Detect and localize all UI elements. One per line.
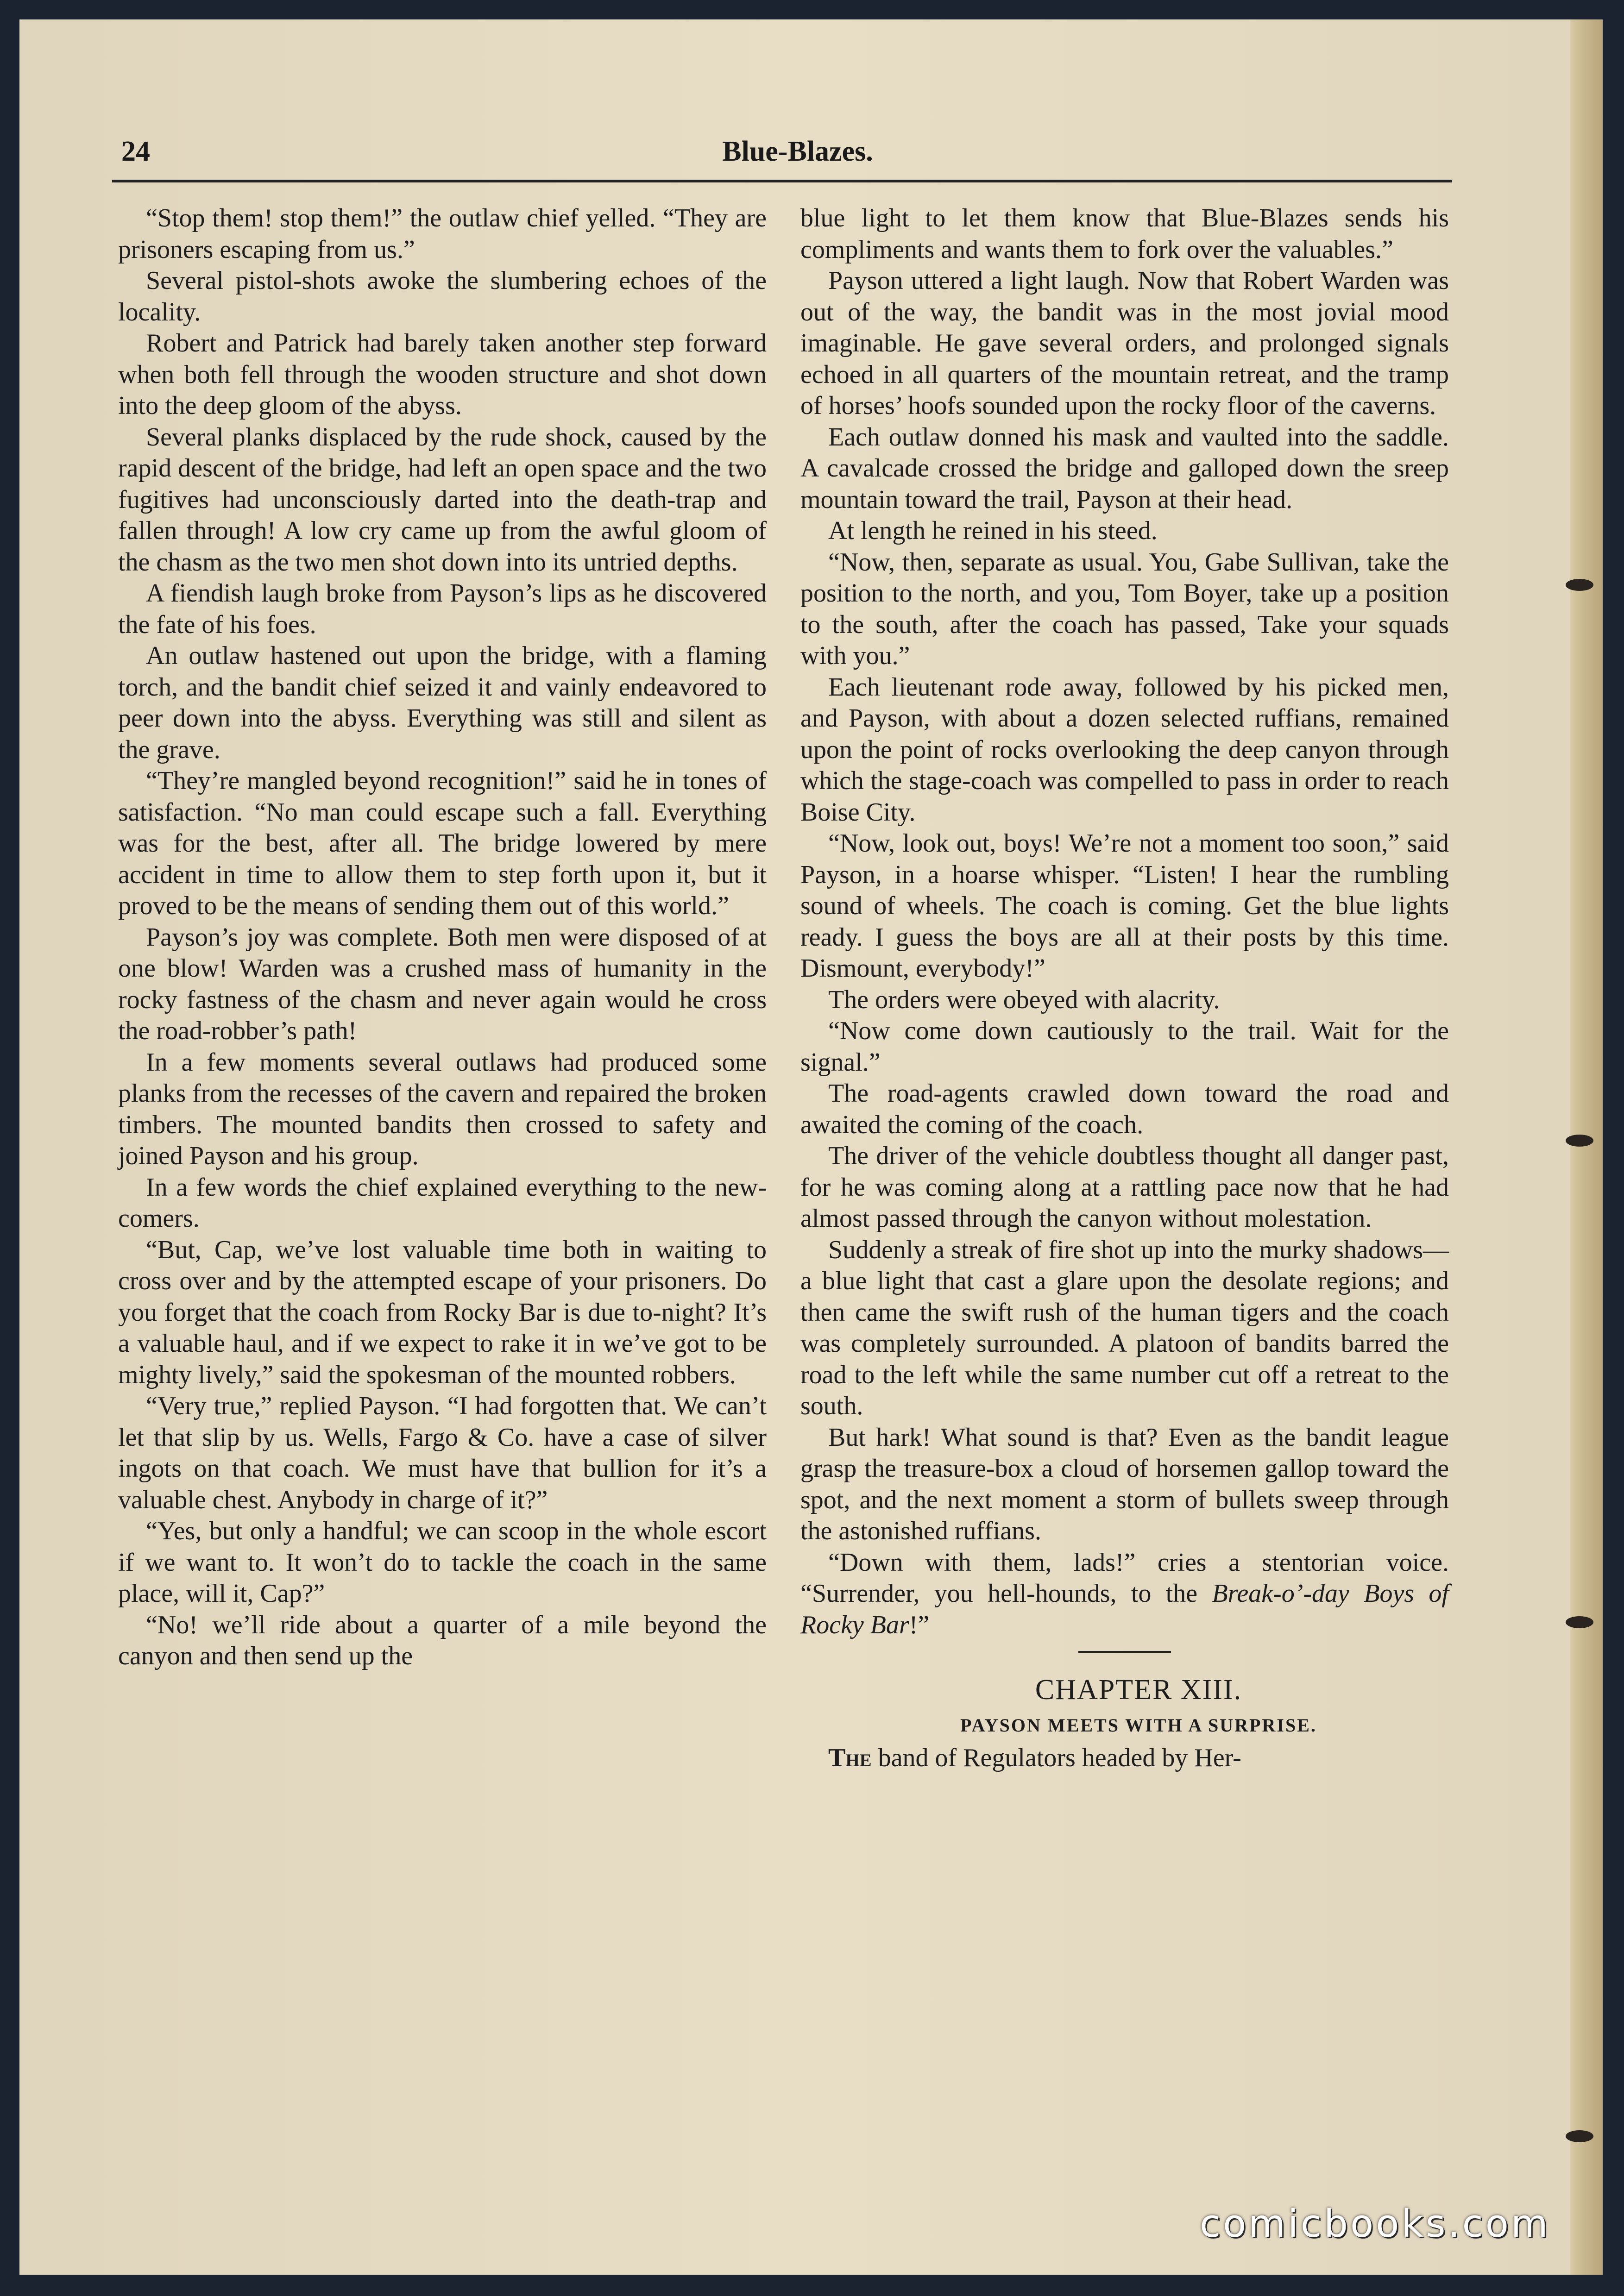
paragraph: Several planks displaced by the rude shock, caused by the rapid descent of the bridge, had left an open space and the two fugitives had unconsciously darted into the death-trap and fallen through! A low cry came up from the awful gloom of the chasm as the two men shot down into its untried depths. <box>118 422 767 577</box>
paragraph: Each outlaw donned his mask and vaulted into the saddle. A cavalcade crossed the bridge and galloped down the sreep mountain toward the trail, Payson at their head. <box>800 422 1449 514</box>
paragraph: In a few moments several outlaws had produced some planks from the recesses of the cavern and repaired the broken timbers. The mounted bandits then crossed to safety and joined Payson and his group. <box>118 1048 767 1170</box>
paragraph: “Very true,” replied Payson. “I had forgotten that. We can’t let that slip by us. Wells, Fargo & Co. have a case of silver ingots on that coach. We must have that bullion for it’s a valuable chest. Anybody in charge of it?” <box>118 1392 767 1514</box>
paragraph: In a few words the chief explained everything to the new-comers. <box>118 1173 767 1233</box>
paragraph: “But, Cap, we’ve lost valuable time both in waiting to cross over and by the attempted escape of your prisoners. Do you forget that the coach from Rocky Bar is due to-night? It’s a valuable haul, and if we expect to rake it in we’ve got to be mighty lively,” said the spokesman of the mounted robbers. <box>118 1235 767 1389</box>
paragraph: blue light to let them know that Blue-Blazes sends his compliments and wants them to fork over the valuables.” <box>800 204 1449 264</box>
paragraph: “Now, look out, boys! We’re not a moment too soon,” said Payson, in a hoarse whisper. “Listen! I hear the rumbling sound of wheels. The coach is coming. Get the blue lights ready. I guess the boys are all at their posts by this time. Dismount, everybody!” <box>800 829 1449 983</box>
binding-notch <box>1566 1135 1593 1147</box>
paragraph: The orders were obeyed with alacrity. <box>828 985 1220 1014</box>
paragraph: Payson uttered a light laugh. Now that Robert Warden was out of the way, the bandit was in the most jovial mood imaginable. He gave several orders, and prolonged signals echoed in all quarters of the mountain retreat, and the tramp of horses’ hoofs sounded upon the rocky floor of the caverns. <box>800 266 1449 420</box>
paragraph: Several pistol-shots awoke the slumbering echoes of the locality. <box>118 266 767 326</box>
paragraph: “Yes, but only a handful; we can scoop in the whole escort if we want to. It won’t do to tackle the coach in the same place, will it, Cap?” <box>118 1517 767 1608</box>
paragraph: “They’re mangled beyond recognition!” said he in tones of satisfaction. “No man could escape such a fall. Everything was for the best, after all. The bridge lowered by mere accident in time to allow them to step forth upon it, but it proved to be the means of sending them out of this world.” <box>118 766 767 920</box>
paragraph: The driver of the vehicle doubtless thought all danger past, for he was coming along at a rattling pace now that he had almost passed through the canyon without molestation. <box>800 1142 1449 1233</box>
final-paragraph-italic: Break-o’-day Boys of Rocky Bar <box>800 1579 1449 1639</box>
paragraph: Each lieutenant rode away, followed by his picked men, and Payson, with about a dozen selected ruffians, remained upon the point of rocks overlooking the deep canyon through which the stage-coach was compelled to pass in order to reach Boise City. <box>800 672 1449 827</box>
paragraph: Robert and Patrick had barely taken another step forward when both fell through the wooden structure and shot down into the deep gloom of the abyss. <box>118 329 767 420</box>
binding-notch <box>1566 1616 1593 1628</box>
watermark: comicbooks.com <box>1200 2202 1550 2246</box>
paragraph: “Now, then, separate as usual. You, Gabe Sullivan, take the position to the north, and you, Tom Boyer, take up a position to the south, after the coach has passed, Take your squads with you.” <box>800 547 1449 670</box>
paragraph: But hark! What sound is that? Even as the bandit league grasp the treasure-box a cloud of horsemen gallop toward the spot, and the next moment a storm of bullets sweep through the astonished ruffians. <box>800 1423 1449 1545</box>
page-number: 24 <box>121 136 150 167</box>
chapter-title: CHAPTER XIII. <box>1035 1674 1242 1706</box>
paragraph: Suddenly a streak of fire shot up into the murky shadows—a blue light that cast a glare upon the desolate regions; and then came the swift rush of the human tigers and the coach was completely surrounded. A platoon of bandits barred the road to the left while the same number cut off a retreat to the south. <box>800 1235 1449 1420</box>
paragraph: “Now come down cautiously to the trail. Wait for the signal.” <box>800 1016 1449 1077</box>
right-column <box>800 203 1449 1774</box>
book-binding <box>1570 19 1603 2275</box>
paragraph: A fiendish laugh broke from Payson’s lips as he discovered the fate of his foes. <box>118 579 767 639</box>
final-paragraph-end: !” <box>909 1610 930 1639</box>
binding-notch <box>1566 579 1593 591</box>
final-paragraph-text: “Down with them, lads!” cries a stentorian voice. “Surrender, you hell-hounds, to the <box>800 1548 1449 1608</box>
paragraph: “No! we’ll ride about a quarter of a mile beyond the canyon and then send up the <box>118 1610 767 1670</box>
chapter-opening <box>800 1743 1449 1774</box>
chapter-opening-text: band of Regulators headed by Her- <box>871 1744 1241 1772</box>
chapter-rule <box>1078 1651 1171 1653</box>
paragraph: An outlaw hastened out upon the bridge, with a flaming torch, and the bandit chief seized it and vainly endeavored to peer down into the abyss. Everything was still and silent as the grave. <box>118 641 767 764</box>
binding-notch <box>1566 2130 1593 2142</box>
chapter-subtitle: PAYSON MEETS WITH A SURPRISE. <box>960 1715 1317 1736</box>
paragraph: The road-agents crawled down toward the road and awaited the coming of the coach. <box>800 1079 1449 1139</box>
paragraph: Payson’s joy was complete. Both men were disposed of at one blow! Warden was a crushed mass of humanity in the rocky fastness of the chasm and never again would he cross the road-robber’s path! <box>118 922 767 1045</box>
paragraph: “Stop them! stop them!” the outlaw chief yelled. “They are prisoners escaping from us.” <box>118 204 767 264</box>
running-title: Blue-Blazes. <box>722 136 873 167</box>
page-header <box>121 135 1474 177</box>
left-column <box>118 203 767 1672</box>
header-rule <box>112 180 1452 182</box>
chapter-opening-word: The <box>828 1744 872 1772</box>
final-paragraph <box>800 1547 1449 1641</box>
paragraph: At length he reined in his steed. <box>828 516 1158 545</box>
